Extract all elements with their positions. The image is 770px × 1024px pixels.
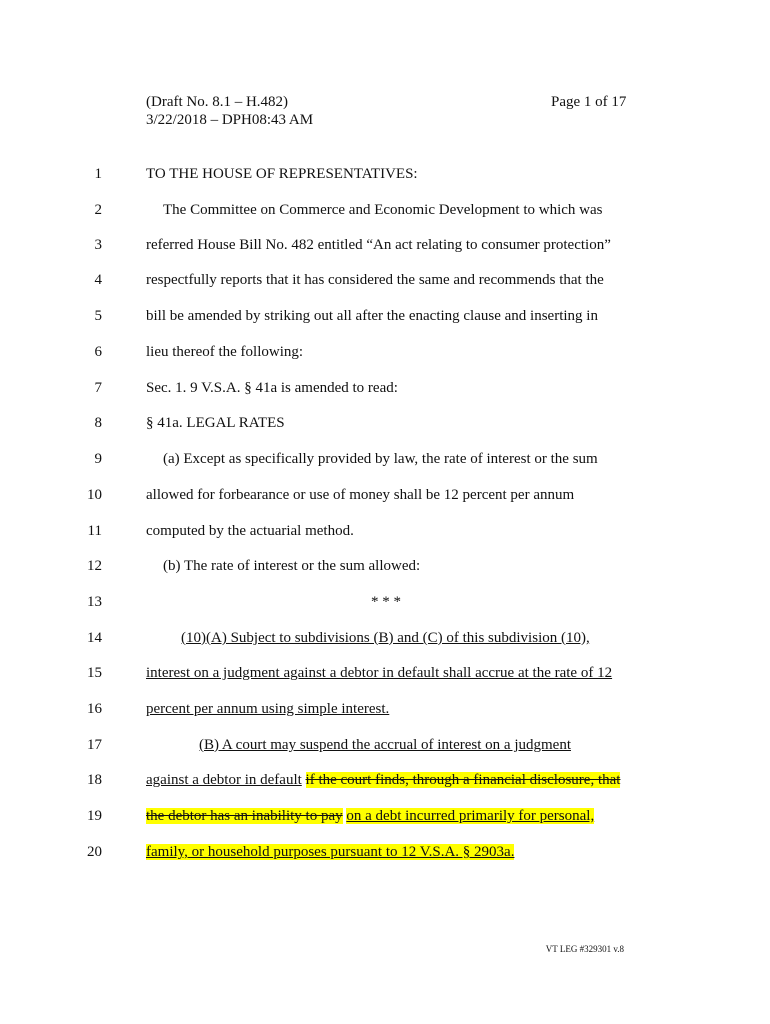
line-6 bbox=[0, 344, 770, 370]
struck-text: the debtor has an inability to pay bbox=[146, 808, 343, 824]
line-number: 14 bbox=[87, 630, 102, 646]
line-15 bbox=[0, 665, 770, 691]
line-number: 2 bbox=[94, 202, 102, 218]
line-number: 8 bbox=[94, 415, 102, 431]
line-number: 5 bbox=[94, 308, 102, 324]
line-number: 12 bbox=[87, 558, 102, 574]
inserted-text: against a debtor in default bbox=[146, 772, 302, 788]
line-number: 7 bbox=[94, 380, 102, 396]
line-number: 11 bbox=[87, 523, 102, 539]
inserted-text: family, or household purposes pursuant to 12 V.S.A. § 2903a. bbox=[146, 844, 515, 860]
inserted-text: (10)(A) Subject to subdivisions (B) and (C) of this subdivision (10), bbox=[181, 630, 590, 646]
line-number: 3 bbox=[94, 237, 102, 253]
line-18 bbox=[0, 772, 770, 798]
line-number: 17 bbox=[87, 737, 102, 753]
struck-text: if the court finds, through a financial disclosure, that bbox=[305, 772, 621, 788]
line-8 bbox=[0, 415, 770, 441]
line-text: Sec. 1. 9 V.S.A. § 41a is amended to read: bbox=[146, 380, 398, 396]
line-13 bbox=[0, 594, 770, 620]
line-19 bbox=[0, 808, 770, 834]
line-number: 20 bbox=[87, 844, 102, 860]
line-text: respectfully reports that it has considered the same and recommends that the bbox=[146, 272, 604, 288]
line-1 bbox=[0, 166, 770, 192]
line-number: 6 bbox=[94, 344, 102, 360]
line-number: 4 bbox=[94, 272, 102, 288]
line-text: lieu thereof the following: bbox=[146, 344, 304, 360]
line-3 bbox=[0, 237, 770, 263]
line-16 bbox=[0, 701, 770, 727]
line-text: computed by the actuarial method. bbox=[146, 523, 354, 539]
line-2 bbox=[0, 202, 770, 228]
line-7 bbox=[0, 380, 770, 406]
line-10 bbox=[0, 487, 770, 513]
line-text: The Committee on Commerce and Economic Development to which was bbox=[163, 202, 603, 218]
line-text: referred House Bill No. 482 entitled “An act relating to consumer protection” bbox=[146, 237, 611, 253]
draft-date: 3/22/2018 – DPH08:43 AM bbox=[146, 112, 314, 128]
line-17 bbox=[0, 737, 770, 763]
line-5 bbox=[0, 308, 770, 334]
inserted-text: on a debt incurred primarily for personal, bbox=[346, 808, 595, 824]
line-text: allowed for forbearance or use of money shall be 12 percent per annum bbox=[146, 487, 575, 503]
line-4 bbox=[0, 272, 770, 298]
line-14 bbox=[0, 630, 770, 656]
line-20 bbox=[0, 844, 770, 870]
line-text: bill be amended by striking out all after the enacting clause and inserting in bbox=[146, 308, 598, 324]
line-number: 13 bbox=[87, 594, 102, 610]
draft-number: (Draft No. 8.1 – H.482) bbox=[146, 94, 289, 110]
line-number: 19 bbox=[87, 808, 102, 824]
document-footer: VT LEG #329301 v.8 bbox=[545, 944, 624, 954]
line-number: 15 bbox=[87, 665, 102, 681]
line-number: 18 bbox=[87, 772, 102, 788]
line-number: 1 bbox=[94, 166, 102, 182]
section-break: * * * bbox=[371, 594, 401, 610]
line-text: § 41a. LEGAL RATES bbox=[146, 415, 285, 431]
line-11 bbox=[0, 523, 770, 549]
inserted-text: (B) A court may suspend the accrual of interest on a judgment bbox=[199, 737, 571, 753]
line-text: (b) The rate of interest or the sum allowed: bbox=[163, 558, 421, 574]
line-number: 9 bbox=[94, 451, 102, 467]
line-number: 10 bbox=[87, 487, 102, 503]
line-text: (a) Except as specifically provided by law, the rate of interest or the sum bbox=[163, 451, 598, 467]
line-12 bbox=[0, 558, 770, 584]
line-text: TO THE HOUSE OF REPRESENTATIVES: bbox=[146, 166, 418, 182]
page-number: Page 1 of 17 bbox=[551, 94, 627, 110]
line-number: 16 bbox=[87, 701, 102, 717]
line-9 bbox=[0, 451, 770, 477]
inserted-text: interest on a judgment against a debtor in default shall accrue at the rate of 12 bbox=[146, 665, 613, 681]
inserted-text: percent per annum using simple interest. bbox=[146, 701, 390, 717]
